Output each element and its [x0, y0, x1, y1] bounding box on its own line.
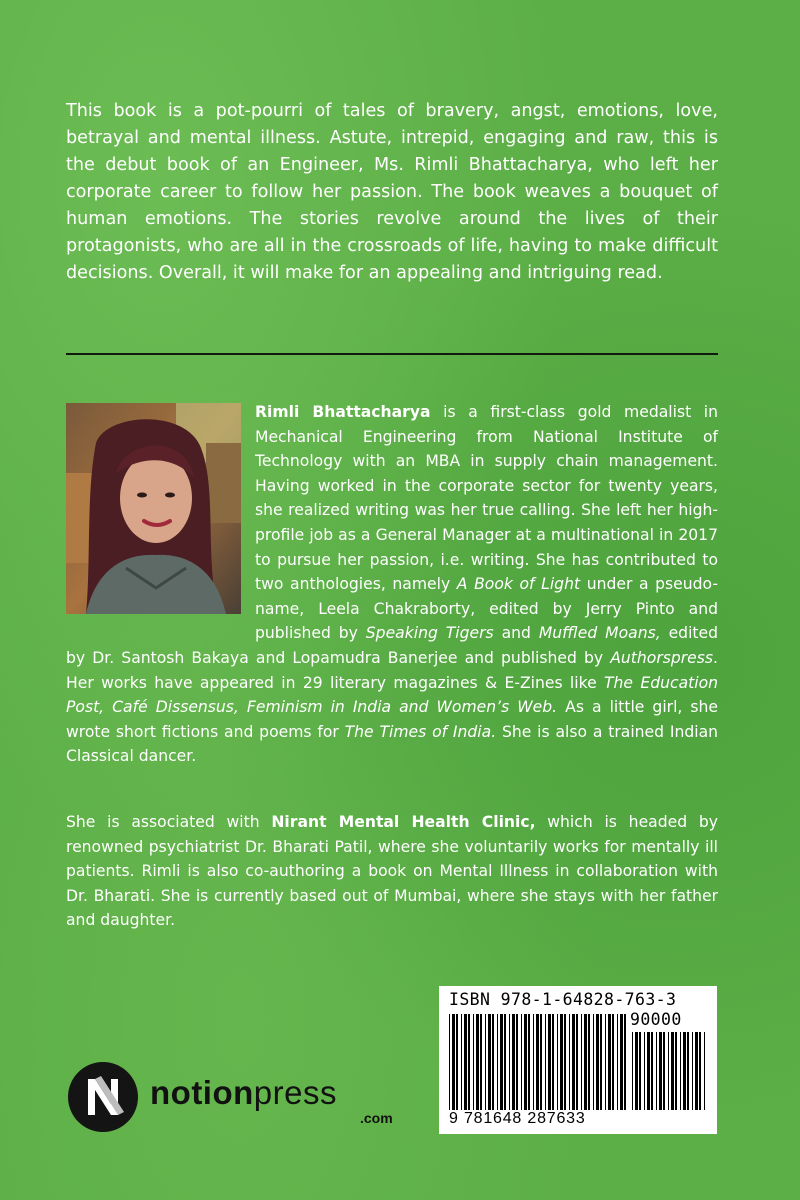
price-barcode-bars: [630, 1032, 710, 1110]
barcode-bar: [461, 1014, 462, 1110]
barcode-bar: [488, 1014, 491, 1110]
barcode-bar: [683, 1032, 686, 1110]
book-title: A Book of Light: [456, 575, 581, 594]
barcode-bar: [540, 1014, 542, 1110]
barcode-bar: [572, 1014, 575, 1110]
barcode-digits: 9 781648 287633: [449, 1110, 586, 1127]
barcode-bar: [600, 1014, 602, 1110]
barcode-bar: [647, 1032, 650, 1110]
barcode-bar: [504, 1014, 506, 1110]
barcode-bar: [656, 1032, 657, 1110]
barcode-bar: [659, 1032, 662, 1110]
barcode-bar: [536, 1014, 539, 1110]
barcode-bar: [576, 1014, 578, 1110]
barcode-bar: [473, 1014, 474, 1110]
newspaper-name: The Times of India.: [344, 722, 497, 741]
barcode-bars: [447, 1014, 629, 1110]
publisher-logo: [68, 1062, 408, 1132]
barcode-bar: [476, 1014, 479, 1110]
book-title: Muffled Moans,: [538, 624, 661, 643]
barcode-bar: [663, 1032, 665, 1110]
book-blurb: This book is a pot-pourri of tales of bravery, angst, emotions, love, betrayal and mental illness. Astute, intrepid, engaging and raw, this is the debut book of an Engineer, Ms. Rimli Bhattacharya, who left her corporate career to follow her passion. The book weaves a bouquet of human emotions. The stories revolve around the lives of their protagonists, who are all in the crossroads of life, having to make difficult decisions. Overall, it will make for an appealing and intriguing read.: [66, 101, 718, 283]
barcode-bar: [500, 1014, 503, 1110]
author-name: Rimli Bhattacharya: [255, 403, 431, 421]
barcode-bar: [449, 1014, 450, 1110]
barcode-bar: [699, 1032, 701, 1110]
barcode-bar: [464, 1014, 467, 1110]
author-association: She is associated with Nirant Mental Health Clinic, which is headed by renowned psychiatrist Dr. Bharati Patil, where she voluntarily works for mentally ill patients. Rimli is also co-authoring a book on Mental Illness in collaboration with Dr. Bharati. She is currently based out of Mumbai, where she stays with her father and daughter.: [66, 813, 718, 930]
price-code: 90000: [630, 1010, 682, 1029]
barcode-bar: [557, 1014, 558, 1110]
barcode-bar: [608, 1014, 611, 1110]
barcode-bar: [596, 1014, 599, 1110]
isbn-barcode: [439, 986, 717, 1134]
barcode-bar: [581, 1014, 582, 1110]
barcode-bar: [524, 1014, 527, 1110]
barcode-bar: [588, 1014, 590, 1110]
barcode-bar: [533, 1014, 534, 1110]
barcode-bar: [552, 1014, 554, 1110]
clinic-name: Nirant Mental Health Clinic,: [271, 813, 536, 831]
barcode-bar: [456, 1014, 458, 1110]
barcode-bar: [545, 1014, 546, 1110]
barcode-bar: [560, 1014, 563, 1110]
barcode-bar: [635, 1032, 638, 1110]
zines-list: The Education Post, Café Dissensus, Feminism in India and Women’s Web.: [66, 673, 718, 717]
barcode-bar: [528, 1014, 530, 1110]
barcode-bar: [605, 1014, 606, 1110]
barcode-bar: [564, 1014, 566, 1110]
barcode-bar: [620, 1014, 623, 1110]
barcode-bar: [668, 1032, 669, 1110]
barcode-bar: [680, 1032, 681, 1110]
publisher-name: Authorspress: [610, 648, 714, 667]
barcode-bar: [569, 1014, 570, 1110]
barcode-bar: [687, 1032, 689, 1110]
barcode-bar: [492, 1014, 494, 1110]
barcode-bar: [548, 1014, 551, 1110]
barcode-bar: [675, 1032, 677, 1110]
logo-wordmark: notionpress: [150, 1074, 337, 1111]
barcode-bar: [692, 1032, 693, 1110]
barcode-bar: [497, 1014, 498, 1110]
barcode-bar: [468, 1014, 470, 1110]
barcode-bar: [452, 1014, 455, 1110]
author-bio: Rimli Bhattacharya is a first-class gold medalist in Mechanical Engineering from National Institute of Technology with an MBA in supply chain management. Having worked in the corporate sector for twenty years, she realized writing was her true calling. She left her high-profile job as a General Manager at a multinational in 2017 to pursue her passion, i.e. writing. She has contributed to two anthologies, namely A Book of Light under a pseudo-name, Leela Chakraborty, edited by Jerry Pinto and published by Speaking Tigers and Muffled Moans, edited by Dr. Santosh Bakaya and Lopamudra Banerjee and published by Authorspress. Her works have appeared in 29 literary magazines & E-Zines like The Education Post, Café Dissensus, Feminism in India and Women’s Web. As a little girl, she wrote short fictions and poems for The Times of India. She is also a trained Indian Classical dancer.: [66, 403, 719, 766]
barcode-bar: [639, 1032, 641, 1110]
barcode-bar: [512, 1014, 515, 1110]
barcode-bar: [480, 1014, 482, 1110]
logo-domain-suffix: .com: [360, 1110, 393, 1126]
publisher-name: Speaking Tigers: [365, 624, 494, 643]
barcode-bar: [584, 1014, 587, 1110]
barcode-bar: [695, 1032, 698, 1110]
barcode-bar: [632, 1032, 633, 1110]
barcode-bar: [593, 1014, 594, 1110]
barcode-bar: [671, 1032, 674, 1110]
barcode-bar: [651, 1032, 653, 1110]
isbn-label: ISBN 978-1-64828-763-3: [449, 990, 677, 1009]
barcode-bar: [644, 1032, 645, 1110]
barcode-bar: [509, 1014, 510, 1110]
notion-press-n-icon: [68, 1062, 138, 1132]
barcode-bar: [612, 1014, 614, 1110]
barcode-bar: [521, 1014, 522, 1110]
barcode-bar: [617, 1014, 618, 1110]
barcode-bar: [516, 1014, 518, 1110]
barcode-bar: [704, 1032, 705, 1110]
barcode-bar: [485, 1014, 486, 1110]
divider-rule: [66, 353, 718, 355]
barcode-bar: [624, 1014, 626, 1110]
